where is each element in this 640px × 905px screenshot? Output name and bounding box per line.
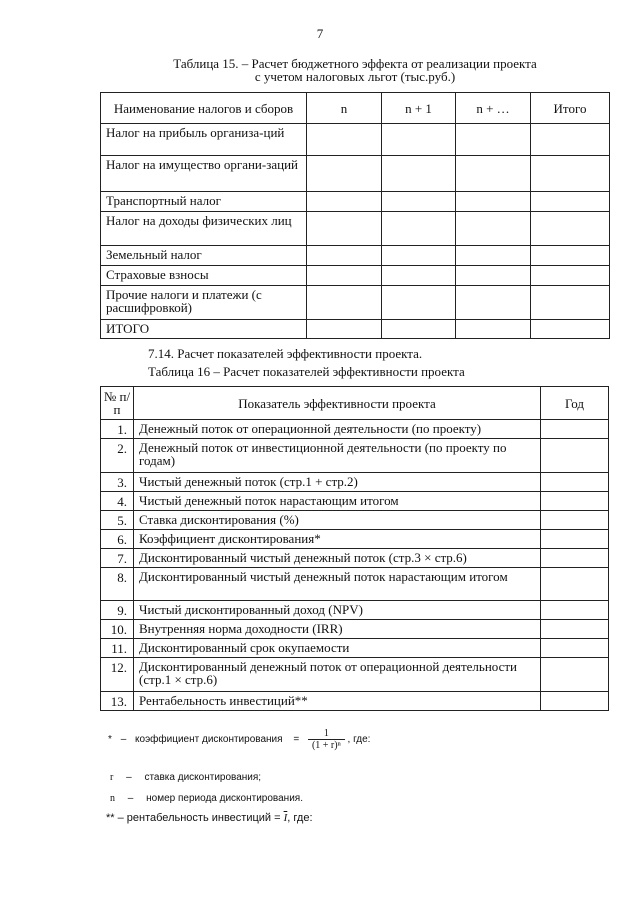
footnote-n-definition [110, 793, 303, 804]
value-cell[interactable] [456, 192, 531, 212]
tax-name-cell: ИТОГО [101, 320, 307, 339]
indicator-name: Денежный поток от инвестиционной деятельности (по проекту по годам) [134, 439, 541, 473]
table-row-total [101, 320, 610, 339]
row-number: 9. [101, 601, 134, 620]
indicator-name: Ставка дисконтирования (%) [134, 511, 541, 530]
table-row [101, 246, 610, 266]
table-row [101, 530, 609, 549]
value-cell[interactable] [531, 124, 610, 156]
year-cell[interactable] [541, 620, 609, 639]
value-cell[interactable] [456, 124, 531, 156]
table-row [101, 156, 610, 192]
table15-header-ndots: n + … [456, 93, 531, 124]
indicator-name: Чистый денежный поток нарастающим итогом [134, 492, 541, 511]
table-row [101, 420, 609, 439]
table16-caption: Таблица 16 – Расчет показателей эффективности проекта [148, 364, 465, 379]
efficiency-indicators-table [100, 386, 609, 711]
table16-header-number: № п/п [101, 387, 134, 420]
value-cell[interactable] [307, 266, 382, 286]
year-cell[interactable] [541, 658, 609, 692]
row-number: 1. [101, 420, 134, 439]
value-cell[interactable] [307, 124, 382, 156]
value-cell[interactable] [382, 124, 456, 156]
table-row [101, 639, 609, 658]
table-row [101, 692, 609, 711]
year-cell[interactable] [541, 420, 609, 439]
value-cell[interactable] [456, 320, 531, 339]
equals-sign: = [293, 734, 300, 746]
year-cell[interactable] [541, 473, 609, 492]
table-row [101, 192, 610, 212]
value-cell[interactable] [382, 320, 456, 339]
indicator-name: Рентабельность инвестиций** [134, 692, 541, 711]
page-number: 7 [316, 26, 324, 41]
value-cell[interactable] [307, 320, 382, 339]
footnote-r-definition [110, 772, 261, 783]
table-row [101, 124, 610, 156]
indicator-name: Дисконтированный срок окупаемости [134, 639, 541, 658]
table-row [101, 492, 609, 511]
table16-header-row [101, 387, 609, 420]
indicator-name: Дисконтированный чистый денежный поток нарастающим итогом [134, 568, 541, 601]
table-row [101, 212, 610, 246]
value-cell[interactable] [382, 212, 456, 246]
indicator-name: Чистый денежный поток (стр.1 + стр.2) [134, 473, 541, 492]
row-number: 11. [101, 639, 134, 658]
budget-effect-table [100, 92, 610, 339]
value-cell[interactable] [456, 246, 531, 266]
footnote-return-on-investment [106, 812, 313, 824]
value-cell[interactable] [531, 192, 610, 212]
indicator-name: Дисконтированный чистый денежный поток (стр.3 × стр.6) [134, 549, 541, 568]
formula-numerator: 1 [308, 728, 345, 740]
indicator-name: Денежный поток от операционной деятельности (по проекту) [134, 420, 541, 439]
value-cell[interactable] [382, 286, 456, 320]
table-row [101, 439, 609, 473]
table15-header-n: n [307, 93, 382, 124]
table15-caption [100, 57, 610, 83]
table-row [101, 266, 610, 286]
n-text: номер периода дисконтирования. [146, 793, 303, 804]
table15-caption-line1: Таблица 15. – Расчет бюджетного эффекта от реализации проекта [173, 56, 537, 71]
year-cell[interactable] [541, 549, 609, 568]
value-cell[interactable] [307, 156, 382, 192]
table16-header-indicator: Показатель эффективности проекта [134, 387, 541, 420]
value-cell[interactable] [456, 156, 531, 192]
value-cell[interactable] [307, 286, 382, 320]
tax-name-cell: Страховые взносы [101, 266, 307, 286]
value-cell[interactable] [531, 246, 610, 266]
value-cell[interactable] [382, 266, 456, 286]
year-cell[interactable] [541, 530, 609, 549]
value-cell[interactable] [456, 266, 531, 286]
value-cell[interactable] [531, 286, 610, 320]
row-number: 8. [101, 568, 134, 601]
roi-where: , где: [287, 812, 313, 824]
table-row [101, 568, 609, 601]
section-title: 7.14. Расчет показателей эффективности проекта. [148, 346, 423, 361]
indicator-name: Чистый дисконтированный доход (NPV) [134, 601, 541, 620]
table15-header-total: Итого [531, 93, 610, 124]
value-cell[interactable] [531, 156, 610, 192]
value-cell[interactable] [531, 212, 610, 246]
r-symbol: r [110, 772, 114, 783]
value-cell[interactable] [382, 246, 456, 266]
indicator-name: Коэффициент дисконтирования* [134, 530, 541, 549]
value-cell[interactable] [307, 212, 382, 246]
r-text: ставка дисконтирования; [144, 772, 262, 783]
row-number: 2. [101, 439, 134, 473]
footnote-dash: – [120, 734, 127, 746]
tax-name-cell: Земельный налог [101, 246, 307, 266]
table-row [101, 511, 609, 530]
tax-name-cell: Налог на прибыль организа-ций [101, 124, 307, 156]
footnote-star: * [108, 734, 112, 746]
table15-header-n1: n + 1 [382, 93, 456, 124]
formula-denominator: (1 + r)ⁿ [311, 740, 341, 751]
table-row [101, 620, 609, 639]
value-cell[interactable] [307, 246, 382, 266]
table15-header-row [101, 93, 610, 124]
row-number: 6. [101, 530, 134, 549]
year-cell[interactable] [541, 492, 609, 511]
table-row [101, 549, 609, 568]
table15-header-name: Наименование налогов и сборов [101, 93, 307, 124]
value-cell[interactable] [531, 266, 610, 286]
table-row [101, 473, 609, 492]
tax-name-cell: Налог на доходы физических лиц [101, 212, 307, 246]
indicator-name: Внутренняя норма доходности (IRR) [134, 620, 541, 639]
roi-symbol: $\overline{I}$ [283, 812, 288, 824]
tax-name-cell: Прочие налоги и платежи (с расшифровкой) [101, 286, 307, 320]
row-number: 13. [101, 692, 134, 711]
table-row [101, 601, 609, 620]
footnote-text: коэффициент дисконтирования [135, 734, 283, 746]
indicator-name: Дисконтированный денежный поток от операционной деятельности (стр.1 × стр.6) [134, 658, 541, 692]
n-dash: – [127, 793, 134, 804]
value-cell[interactable] [382, 156, 456, 192]
table15-caption-line2: с учетом налоговых льгот (тыс.руб.) [254, 69, 456, 84]
table16-header-year: Год [541, 387, 609, 420]
discount-formula [308, 728, 345, 751]
value-cell[interactable] [456, 286, 531, 320]
footnote-discount-coefficient [108, 728, 438, 751]
roi-text: ** – рентабельность инвестиций = [106, 812, 281, 824]
row-number: 4. [101, 492, 134, 511]
year-cell[interactable] [541, 568, 609, 601]
row-number: 10. [101, 620, 134, 639]
tax-name-cell: Транспортный налог [101, 192, 307, 212]
table-row [101, 658, 609, 692]
row-number: 5. [101, 511, 134, 530]
year-cell[interactable] [541, 439, 609, 473]
r-dash: – [126, 772, 132, 783]
value-cell[interactable] [382, 192, 456, 212]
n-symbol: n [110, 793, 115, 804]
row-number: 12. [101, 658, 134, 692]
value-cell[interactable] [531, 320, 610, 339]
value-cell[interactable] [456, 212, 531, 246]
year-cell[interactable] [541, 692, 609, 711]
footnote-where: , где: [347, 734, 371, 746]
year-cell[interactable] [541, 511, 609, 530]
row-number: 7. [101, 549, 134, 568]
year-cell[interactable] [541, 639, 609, 658]
year-cell[interactable] [541, 601, 609, 620]
row-number: 3. [101, 473, 134, 492]
tax-name-cell: Налог на имущество органи-заций [101, 156, 307, 192]
table-row [101, 286, 610, 320]
value-cell[interactable] [307, 192, 382, 212]
